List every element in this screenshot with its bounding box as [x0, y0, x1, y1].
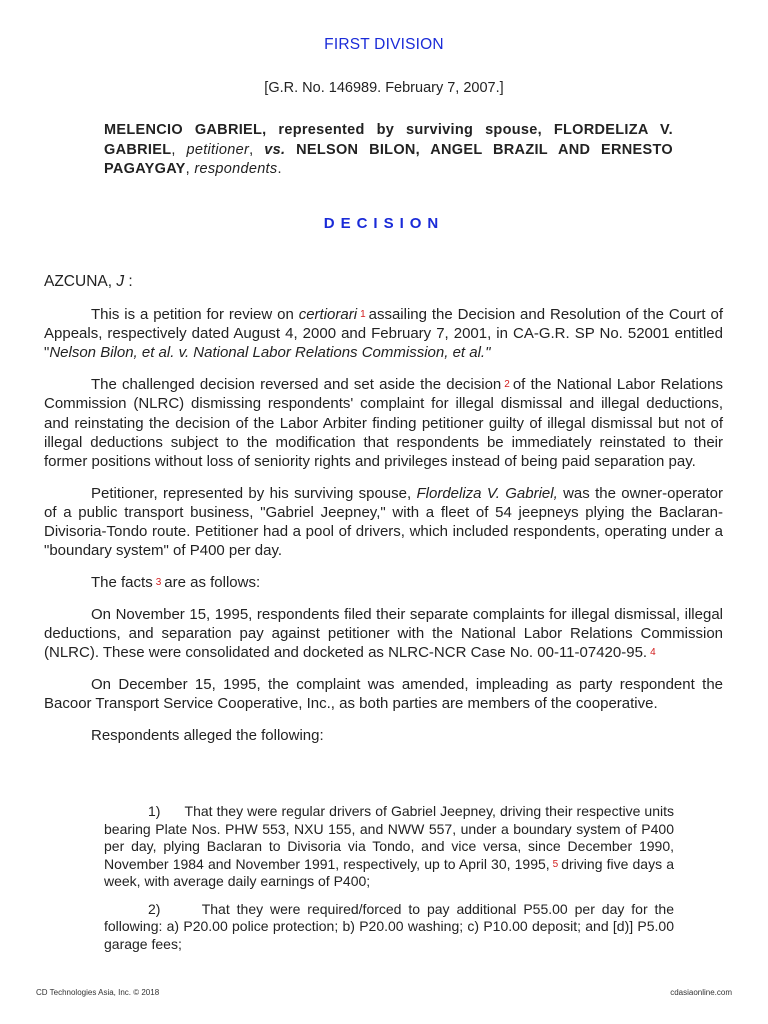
p4-text-b: are as follows:	[164, 573, 261, 591]
p7-text-a: Respondents alleged the following:	[91, 726, 324, 744]
paragraph-2	[44, 375, 723, 471]
case-parties: MELENCIO GABRIEL, represented by surviving spouse, FLORDELIZA V. GABRIEL, petitioner, vs. NELSON BILON, ANGEL BRAZIL AND ERNESTO PAGAYGAY, respondents.	[104, 122, 673, 177]
paragraph-6	[44, 675, 723, 713]
allegation-1	[104, 803, 678, 891]
footer-copyright: CD Technologies Asia, Inc. © 2018	[36, 988, 160, 997]
p4-text-a: The facts	[91, 573, 153, 591]
footnote-link-3[interactable]: 3	[155, 576, 162, 588]
footnote-link-2[interactable]: 2	[504, 379, 510, 391]
decision-body	[44, 305, 723, 756]
ponente-sep: :	[124, 273, 133, 290]
ponente-name: AZCUNA,	[44, 273, 113, 290]
paragraph-1	[44, 305, 723, 363]
q1-text-b: driving five days a week, with average daily earnings of P400;	[104, 855, 678, 889]
ponente-title: J	[116, 273, 125, 290]
footnote-link-5[interactable]: 5	[552, 858, 559, 870]
p1-italic-certiorari: certiorari	[298, 306, 358, 323]
ponente	[44, 273, 133, 291]
paragraph-7	[44, 726, 723, 745]
p1-text-c: assailing the Decision and Resolution of the Court of Appeals, respectively dated August 4, 2000 and February 7, 2001, in CA-G.R. SP No. 52001 entitled "	[44, 306, 723, 362]
p3-text-a: Petitioner, represented by his surviving spouse,	[91, 484, 417, 502]
allegation-2	[104, 900, 678, 954]
q2-text-a: 2) That they were required/forced to pay additional P55.00 per day for the following: a) P20.00 police protection; b) P20.00 washing; c) P10.00 deposit; and [d)] P5.00 garage fees;	[104, 900, 678, 952]
respondents-label: respondents	[194, 161, 278, 177]
parties-end: .	[277, 161, 282, 177]
paragraph-5	[44, 605, 723, 663]
q1-text-a: 1) That they were regular drivers of Gabriel Jeepney, driving their respective units bearing Plate Nos. PHW 553, NXU 155, and NWW 557, under a boundary system of P400 per day, plying Baclaran to Divisoria via Tondo, and vice versa, since December 1990, November 1984 and November 1991, respectively, up to April 30, 1995,	[104, 803, 678, 872]
p5-text-a: On November 15, 1995, respondents filed their separate complaints for illegal dismissal, illegal deductions, and separation pay against petitioner with the National Labor Relations Commission (NLRC). These were consolidated and docketed as NLRC-NCR Case No. 00-11-07420-95.	[44, 605, 723, 662]
paragraph-4	[44, 573, 723, 592]
p3-italic-name: Flordeliza V. Gabriel,	[416, 484, 558, 502]
case-number: [G.R. No. 146989. February 7, 2007.]	[264, 80, 504, 96]
footnote-link-1[interactable]: 1	[360, 309, 366, 320]
petitioner-name: MELENCIO GABRIEL, represented by surviving spouse, FLORDELIZA V. GABRIEL	[104, 122, 673, 158]
respondents-names: NELSON BILON, ANGEL BRAZIL AND ERNESTO PAGAYGAY	[104, 141, 673, 177]
versus: vs.	[264, 141, 286, 158]
p3-text-c: was the owner-operator of a public transport business, "Gabriel Jeepney," with a fleet of 54 jeepneys plying the Baclaran-Divisoria-Tondo route. Petitioner had a pool of drivers, which included respondents, operating under a "boundary system" of P400 per day.	[44, 484, 723, 560]
p2-text-a: The challenged decision reversed and set aside the decision	[91, 376, 502, 394]
paragraph-3	[44, 484, 723, 561]
division-heading: FIRST DIVISION	[324, 36, 444, 53]
p1-italic-case-title: Nelson Bilon, et al. v. National Labor Relations Commission, et al."	[49, 344, 491, 362]
petitioner-label: petitioner	[186, 141, 250, 158]
decision-heading: DECISION	[323, 215, 445, 232]
petitioner-sep: ,	[171, 141, 187, 158]
footer-site[interactable]: cdasiaonline.com	[670, 988, 732, 997]
p1-text-a: This is a petition for review on	[91, 306, 299, 323]
footnote-link-4[interactable]: 4	[650, 647, 656, 659]
respondents-sep: ,	[185, 161, 195, 177]
p2-text-b: of the National Labor Relations Commission (NLRC) dismissing respondents' complaint for illegal dismissal and illegal deductions, and reinstating the decision of the Labor Arbiter finding petitioner guilty of illegal dismissal but not of illegal deductions subject to the modification that respondents be immediately reinstated to their former positions without loss of seniority rights and privileges instead of being paid separation pay.	[44, 376, 723, 470]
p6-text-a: On December 15, 1995, the complaint was amended, impleading as party respondent the Bacoor Transport Service Cooperative, Inc., as both parties are members of the cooperative.	[44, 675, 723, 712]
quoted-allegations	[104, 803, 678, 963]
